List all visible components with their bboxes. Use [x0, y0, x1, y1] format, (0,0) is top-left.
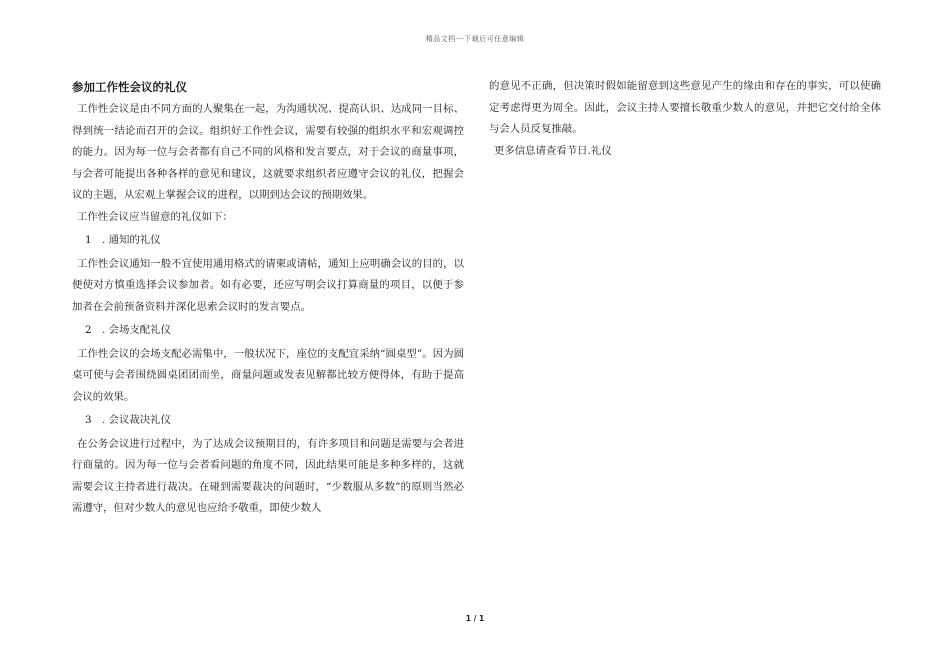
continuation-paragraph: 的意见不正确，但决策时假如能留意到这些意见产生的缘由和存在的事实，可以使确定考虑得更为周全。因此，会议主持人要擅长敬重少数人的意见，并把它交付给全体与会人员反复推敲。: [489, 80, 881, 135]
section2-heading: 2 . 会场支配礼仪: [85, 324, 171, 336]
section3-paragraph: 在公务会议进行过程中，为了达成会议预期目的，有许多项目和问题是需要与会者进行商量的。因为每一位与会者看问题的角度不同，因此结果可能是多种多样的，这就需要会议主持者进行裁决。在碰到需要裁决的问题时，“少数服从多数”的原则当然必需遵守，但对少数人的意见也应给予敬重，即使少数人: [72, 437, 464, 514]
section1-paragraph: 工作性会议通知一般不宜使用通用格式的请柬或请帖，通知上应明确会议的目的，以便使对方慎重选择会议参加者。如有必要，还应写明会议打算商量的项目，以便于参加者在会前预备资料并深化思索会议时的发言要点。: [72, 257, 464, 313]
document-title: 参加工作性会议的礼仪: [72, 80, 187, 94]
section1-heading: 1 . 通知的礼仪: [85, 234, 161, 246]
intro-paragraph: 工作性会议是由不同方面的人聚集在一起，为沟通状况、提高认识、达成同一目标、得到统一结论而召开的会议。组织好工作性会议，需要有较强的组织水平和宏观调控的能力。因为每一位与会者都有自己不同的风格和发言要点，对于会议的商量事项，与会者可能提出各种各样的意见和建议，这就要求组织者应遵守会议的礼仪，把握会议的主题，从宏观上掌握会议的进程，以期到达会议的预期效果。: [72, 103, 464, 201]
page-number: 1 / 1: [465, 614, 485, 623]
section3-heading: 3 . 会议裁决礼仪: [85, 414, 171, 426]
left-column: [72, 76, 464, 520]
section2-paragraph: 工作性会议的会场支配必需集中，一般状况下，座位的支配宜采纳“圆桌型”。因为圆桌可使与会者围绕圆桌团团而坐，商量问题或发表见解都比较方便得体，有助于提高会议的效果。: [72, 347, 464, 403]
more-info-link: 更多信息请查看节日.礼仪: [494, 144, 612, 157]
lead-paragraph: 工作性会议应当留意的礼仪如下：: [77, 210, 233, 223]
header-note: 精品文档---下载后可任意编辑: [425, 35, 525, 43]
right-column: [489, 76, 881, 162]
